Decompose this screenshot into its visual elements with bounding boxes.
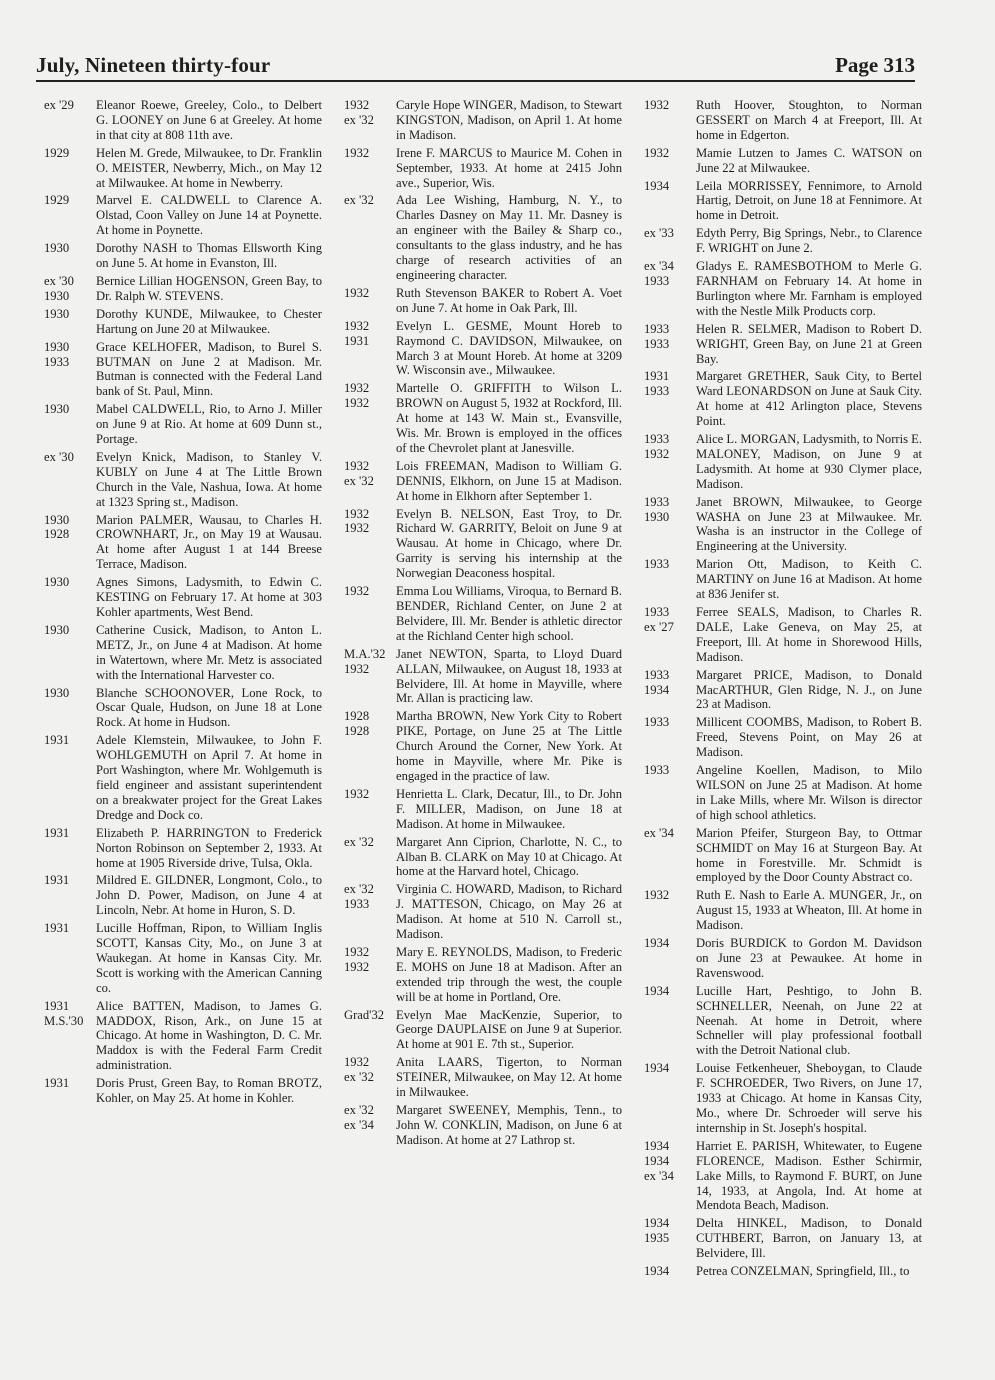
- marriage-entry: [44, 193, 322, 238]
- entry-text: Evelyn Mae MacKenzie, Superior, to George DAUPLAISE on June 9 at Superior. At home at 901 E. 7th st., Superior.: [396, 1007, 622, 1052]
- marriage-entry: [644, 1061, 922, 1136]
- class-year: 1930: [44, 402, 70, 417]
- entry-text: Mary E. REYNOLDS, Madison, to Frederic E. MOHS on June 18 at Madison. After an extended trip through the west, the couple will be at home in Portland, Ore.: [396, 944, 622, 1004]
- class-year: 1933: [644, 715, 670, 730]
- class-year: 1934: [644, 1264, 670, 1279]
- entry-text: Dorothy KUNDE, Milwaukee, to Chester Hartung on June 20 at Milwaukee.: [96, 306, 322, 336]
- marriage-entry: [644, 668, 922, 713]
- marriage-entry: [44, 826, 322, 871]
- marriage-entry: [44, 575, 322, 620]
- marriage-entry: [344, 193, 622, 282]
- entry-text: Marion Ott, Madison, to Keith C. MARTINY on June 16 at Madison. At home at 836 Jenifer st.: [696, 557, 922, 602]
- marriage-entry: [644, 226, 922, 256]
- marriage-entry: [644, 936, 922, 981]
- marriage-entry: [344, 459, 622, 504]
- class-year: 1933: [644, 763, 670, 778]
- entry-text: Millicent COOMBS, Madison, to Robert B. Freed, Stevens Point, on May 26 at Madison.: [696, 715, 922, 760]
- class-year: 1933 1933: [644, 321, 670, 351]
- class-year: 1931: [44, 1076, 70, 1091]
- marriage-entry: [44, 513, 322, 573]
- entry-text: Louise Fetkenheuer, Sheboygan, to Claude F. SCHROEDER, Two Rivers, on June 17, 1933 at Chicago. At home in Kansas City, Mo., where Dr. Schroeder will serve his internship in St. Joseph's hospital.: [696, 1061, 922, 1135]
- entry-text: Ruth E. Nash to Earle A. MUNGER, Jr., on August 15, 1933 at Wheaton, Ill. At home in Madison.: [696, 888, 922, 933]
- class-year: ex '34: [644, 825, 674, 840]
- entry-text: Ruth Stevenson BAKER to Robert A. Voet on June 7. At home in Oak Park, Ill.: [396, 285, 622, 315]
- entry-text: Ada Lee Wishing, Hamburg, N. Y., to Charles Dasney on May 11. Mr. Dasney is an engineer with the Bailey & Sharp co., consultants to the glass industry, and he has charge of research activities of an engineering character.: [396, 193, 622, 282]
- class-year: 1932: [344, 285, 370, 300]
- marriage-entry: [344, 507, 622, 582]
- marriage-entry: [44, 307, 322, 337]
- entry-text: Anita LAARS, Tigerton, to Norman STEINER, Milwaukee, on May 12. At home in Milwaukee.: [396, 1055, 622, 1100]
- class-year: 1934: [644, 983, 670, 998]
- entry-text: Mildred E. GILDNER, Longmont, Colo., to John D. Power, Madison, on June 4 at Lincoln, Nebr. At home in Huron, S. D.: [96, 873, 322, 918]
- class-year: ex '32 1933: [344, 882, 374, 912]
- class-year: 1929: [44, 193, 70, 208]
- class-year: 1929: [44, 145, 70, 160]
- marriage-entry: [644, 179, 922, 224]
- class-year: Grad'32: [344, 1007, 385, 1022]
- marriage-entry: [644, 763, 922, 823]
- entry-text: Ruth Hoover, Stoughton, to Norman GESSERT on March 4 at Freeport, Ill. At home in Edgerton.: [696, 98, 922, 142]
- entry-text: Helen R. SELMER, Madison to Robert D. WRIGHT, Green Bay, on June 21 at Green Bay.: [696, 321, 922, 366]
- entry-text: Edyth Perry, Big Springs, Nebr., to Clarence F. WRIGHT on June 2.: [696, 226, 922, 256]
- entry-text: Mabel CALDWELL, Rio, to Arno J. Miller on June 9 at Rio. At home at 609 Dunn st., Portage.: [96, 402, 322, 447]
- entry-text: Helen M. Grede, Milwaukee, to Dr. Franklin O. MEISTER, Newberry, Mich., on May 12 at Milwaukee. At home in Newberry.: [96, 145, 322, 190]
- marriage-entry: [44, 98, 322, 143]
- marriage-entry: [644, 715, 922, 760]
- class-year: 1928 1928: [344, 709, 370, 739]
- marriage-entry: [344, 882, 622, 942]
- entry-text: Doris Prust, Green Bay, to Roman BROTZ, Kohler, on May 25. At home in Kohler.: [96, 1076, 322, 1106]
- class-year: 1932 1932: [344, 381, 370, 411]
- entry-text: Martelle O. GRIFFITH to Wilson L. BROWN on August 5, 1932 at Rockford, Ill. At home at 143 W. Main st., Evansville, Wis. Mr. Brown is employed in the offices of the Chevrolet plant at Janesville.: [396, 381, 622, 455]
- entry-text: Irene F. MARCUS to Maurice M. Cohen in September, 1933. At home at 2415 John ave., Superior, Wis.: [396, 145, 622, 190]
- entry-text: Lucille Hart, Peshtigo, to John B. SCHNELLER, Neenah, on June 22 at Neenah. At home in Detroit, where Schneller will play professional football with the Detroit National club.: [696, 983, 922, 1058]
- class-year: M.A.'32 1932: [344, 646, 386, 676]
- entry-text: Agnes Simons, Ladysmith, to Edwin C. KESTING on February 17. At home at 303 Kohler apartments, West Bend.: [96, 575, 322, 619]
- entry-text: Dorothy NASH to Thomas Ellsworth King on June 5. At home in Evanston, Ill.: [96, 241, 322, 271]
- marriage-entry: [644, 888, 922, 933]
- class-year: 1931 1933: [644, 369, 670, 399]
- entry-text: Margaret PRICE, Madison, to Donald MacARTHUR, Glen Ridge, N. J., on June 23 at Madison.: [696, 667, 922, 712]
- marriage-entry: [44, 450, 322, 510]
- marriage-entry: [644, 984, 922, 1059]
- marriage-entry: [344, 1103, 622, 1148]
- marriage-entry: [644, 605, 922, 665]
- marriage-entry: [44, 340, 322, 400]
- entry-text: Lois FREEMAN, Madison to William G. DENNIS, Elkhorn, on June 15 at Madison. At home in Elkhorn after September 1.: [396, 458, 622, 503]
- marriage-entry: [644, 1264, 922, 1279]
- marriage-entry: [44, 733, 322, 822]
- class-year: 1931: [44, 825, 70, 840]
- marriage-entry: [644, 146, 922, 176]
- marriage-entry: [44, 274, 322, 304]
- entry-text: Ferree SEALS, Madison, to Charles R. DALE, Lake Geneva, on May 25, at Freeport, Ill. At home in Shorewood Hills, Madison.: [696, 605, 922, 664]
- marriage-entry: [44, 623, 322, 683]
- marriage-entry: [344, 945, 622, 1005]
- class-year: 1934: [644, 936, 670, 951]
- class-year: 1932 1932: [344, 944, 370, 974]
- entry-text: Adele Klemstein, Milwaukee, to John F. WOHLGEMUTH on April 7. At home in Port Washington, where Mr. Wohlgemuth is field engineer and assistant superintendent on a breakwater project for the Great Lakes Dredge and Dock co.: [96, 733, 322, 822]
- marriage-entry: [344, 1055, 622, 1100]
- marriage-entry: [344, 835, 622, 880]
- class-year: ex '32 ex '34: [344, 1103, 374, 1132]
- marriage-entry: [344, 584, 622, 644]
- class-year: 1931 M.S.'30: [44, 998, 84, 1028]
- class-year: 1932 1932: [344, 506, 370, 536]
- class-year: ex '33: [644, 226, 674, 241]
- page-header: [36, 52, 915, 82]
- entry-text: Harriet E. PARISH, Whitewater, to Eugene FLORENCE, Madison. Esther Schirmir, Lake Mills, to Raymond F. BURT, on June 14, 1933, at Angola, Ind. At home at Mendota Beach, Madison.: [696, 1138, 922, 1213]
- class-year: 1930: [44, 575, 70, 590]
- entry-text: Evelyn Knick, Madison, to Stanley V. KUBLY on June 4 at The Little Brown Church in the Vale, Nashua, Iowa. At home at 1323 Spring st., Madison.: [96, 449, 322, 509]
- class-year: 1930: [44, 241, 70, 256]
- entry-text: Grace KELHOFER, Madison, to Burel S. BUTMAN on June 2 at Madison. Mr. Butman is connected with the Federal Land bank of St. Paul, Minn.: [96, 339, 322, 399]
- class-year: ex '29: [44, 98, 74, 112]
- entry-text: Martha BROWN, New York City to Robert PIKE, Portage, on June 25 at The Little Church Around the Corner, New York. At home in Mayville, where Mr. Pike is engaged in the practice of law.: [396, 709, 622, 783]
- entry-text: Mamie Lutzen to James C. WATSON on June 22 at Milwaukee.: [696, 145, 922, 175]
- entry-text: Caryle Hope WINGER, Madison, to Stewart KINGSTON, Madison, on April 1. At home in Madison.: [396, 98, 622, 142]
- marriage-entry: [344, 1008, 622, 1053]
- class-year: 1931: [44, 733, 70, 748]
- class-year: 1932: [644, 888, 670, 903]
- entry-text: Virginia C. HOWARD, Madison, to Richard J. MATTESON, Chicago, on May 26 at Madison. At home at 510 N. Carroll st., Madison.: [396, 882, 622, 942]
- entry-text: Alice L. MORGAN, Ladysmith, to Norris E. MALONEY, Madison, on June 9 at Ladysmith. At home at 930 Clymer place, Madison.: [696, 432, 922, 491]
- entry-text: Delta HINKEL, Madison, to Donald CUTHBERT, Barron, on January 13, at Belvidere, Ill.: [696, 1216, 922, 1261]
- marriage-entry: [644, 322, 922, 367]
- entry-text: Henrietta L. Clark, Decatur, Ill., to Dr. John F. MILLER, Madison, on June 18 at Madison. At home in Milwaukee.: [396, 786, 622, 831]
- class-year: 1932: [344, 584, 370, 599]
- entry-text: Janet NEWTON, Sparta, to Lloyd Duard ALLAN, Milwaukee, on August 18, 1933 at Belvidere, Ill. At home in Mayville, where Mr. Allan is practicing law.: [396, 646, 622, 706]
- class-year: ex '30: [44, 449, 74, 464]
- class-year: 1933 ex '27: [644, 605, 674, 634]
- marriage-entry: [644, 432, 922, 492]
- class-year: 1933 1934: [644, 667, 670, 697]
- entry-text: Eleanor Roewe, Greeley, Colo., to Delbert G. LOONEY on June 6 at Greeley. At home in that city at 808 11th ave.: [96, 98, 322, 142]
- marriage-entry: [44, 921, 322, 996]
- class-year: 1934 1935: [644, 1216, 670, 1246]
- marriage-entry: [644, 495, 922, 555]
- entry-text: Margaret SWEENEY, Memphis, Tenn., to John W. CONKLIN, Madison, on June 6 at Madison. At home at 27 Lathrop st.: [396, 1103, 622, 1147]
- marriage-entry: [644, 259, 922, 319]
- marriage-entry: [44, 873, 322, 918]
- entry-text: Evelyn B. NELSON, East Troy, to Dr. Richard W. GARRITY, Beloit on June 9 at Wausau. At home in Chicago, where Dr. Garrity is serving his internship at the Norwegian Deaconess hospital.: [396, 506, 622, 581]
- class-year: 1931: [44, 873, 70, 888]
- class-year: 1933 1932: [644, 432, 670, 461]
- column-2: [344, 98, 622, 1151]
- entry-text: Margaret Ann Ciprion, Charlotte, N. C., to Alban B. CLARK on May 10 at Chicago. At home at the Harvard hotel, Chicago.: [396, 834, 622, 879]
- marriage-entry: [344, 647, 622, 707]
- class-year: ex '34 1933: [644, 259, 674, 288]
- entry-text: Evelyn L. GESME, Mount Horeb to Raymond C. DAVIDSON, Milwaukee, on March 3 at Mount Horeb. At home at 3209 W. Wisconsin ave., Milwaukee.: [396, 318, 622, 378]
- entry-text: Doris BURDICK to Gordon M. Davidson on June 23 at Pewaukee. At home in Ravenswood.: [696, 936, 922, 980]
- class-year: 1932 ex '32: [344, 98, 374, 127]
- marriage-entry: [644, 98, 922, 143]
- class-year: 1930 1933: [44, 339, 70, 369]
- class-year: ex '30 1930: [44, 273, 74, 303]
- entry-text: Lucille Hoffman, Ripon, to William Inglis SCOTT, Kansas City, Mo., on June 3 at Waukegan. At home in Kansas City. Mr. Scott is working with the American Canning co.: [96, 921, 322, 995]
- column-3: [644, 98, 922, 1282]
- entry-text: Gladys E. RAMESBOTHOM to Merle G. FARNHAM on February 14. At home in Burlington where Mr. Farnham is employed with the Nestle Milk Products corp.: [696, 259, 922, 318]
- marriage-entry: [644, 557, 922, 602]
- entry-text: Marion PALMER, Wausau, to Charles H. CROWNHART, Jr., on May 19 at Wausau. At home after August 1 at 144 Breese Terrace, Madison.: [96, 512, 322, 572]
- class-year: 1932 ex '32: [344, 458, 374, 488]
- class-year: 1933 1930: [644, 494, 670, 524]
- marriage-entry: [344, 381, 622, 456]
- class-year: 1934 1934 ex '34: [644, 1138, 674, 1183]
- marriage-entry: [644, 826, 922, 886]
- marriage-entry: [44, 686, 322, 731]
- marriage-entry: [644, 1216, 922, 1261]
- class-year: 1930: [44, 306, 70, 321]
- marriage-entry: [644, 369, 922, 429]
- marriage-entry: [344, 98, 622, 143]
- entry-text: Blanche SCHOONOVER, Lone Rock, to Oscar Quale, Hudson, on June 18 at Lone Rock. At home in Hudson.: [96, 685, 322, 730]
- class-year: 1930 1928: [44, 512, 70, 542]
- marriage-entry: [44, 999, 322, 1074]
- class-year: 1933: [644, 557, 670, 572]
- marriage-entry: [344, 319, 622, 379]
- marriage-entry: [344, 787, 622, 832]
- marriage-entry: [344, 286, 622, 316]
- entry-text: Emma Lou Williams, Viroqua, to Bernard B. BENDER, Richland Center, on June 2 at Belvidere, Ill. Mr. Bender is athletic director at the Richland Center high school.: [396, 584, 622, 643]
- entry-text: Marvel E. CALDWELL to Clarence A. Olstad, Coon Valley on June 14 at Poynette. At home in Poynette.: [96, 193, 322, 238]
- class-year: ex '32: [344, 834, 374, 849]
- class-year: 1932 1931: [344, 318, 370, 348]
- marriage-entry: [644, 1139, 922, 1214]
- entry-text: Petrea CONZELMAN, Springfield, Ill., to: [696, 1264, 910, 1279]
- entry-text: Catherine Cusick, Madison, to Anton L. METZ, Jr., on June 4 at Madison. At home in Watertown, where Mr. Metz is associated with the International Harvester co.: [96, 622, 322, 682]
- entry-text: Angeline Koellen, Madison, to Milo WILSON on June 25 at Madison. At home in Lake Mills, where Mr. Wilson is director of high school athletics.: [696, 763, 922, 822]
- class-year: 1934: [644, 178, 670, 193]
- class-year: 1931: [44, 921, 70, 936]
- running-title: July, Nineteen thirty-four: [36, 53, 271, 77]
- entry-text: Elizabeth P. HARRINGTON to Frederick Norton Robinson on September 2, 1933. At home at 1905 Riverside drive, Tulsa, Okla.: [96, 825, 322, 870]
- class-year: 1932: [644, 145, 670, 160]
- page-number: Page 313: [835, 53, 915, 77]
- column-1: [44, 98, 322, 1109]
- marriage-entry: [44, 402, 322, 447]
- class-year: 1930: [44, 685, 70, 700]
- entry-text: Leila MORRISSEY, Fennimore, to Arnold Hartig, Detroit, on June 18 at Fennimore. At home in Detroit.: [696, 178, 922, 223]
- class-year: 1932: [344, 786, 370, 801]
- marriage-entry: [44, 146, 322, 191]
- marriage-entry: [344, 146, 622, 191]
- class-year: ex '32: [344, 193, 374, 208]
- marriage-entry: [44, 1076, 322, 1106]
- class-year: 1934: [644, 1061, 670, 1076]
- entry-text: Bernice Lillian HOGENSON, Green Bay, to Dr. Ralph W. STEVENS.: [96, 273, 322, 303]
- entry-text: Margaret GRETHER, Sauk City, to Bertel Ward LEONARDSON on June at Sauk City. At home at 412 Arlington place, Stevens Point.: [696, 369, 922, 429]
- class-year: 1932 ex '32: [344, 1055, 374, 1085]
- entry-text: Alice BATTEN, Madison, to James G. MADDOX, Rison, Ark., on June 15 at Chicago. At home in Washington, D. C. Mr. Maddox is with the Federal Farm Credit administration.: [96, 998, 322, 1073]
- marriage-entry: [344, 709, 622, 784]
- class-year: 1930: [44, 622, 70, 637]
- marriage-entry: [44, 241, 322, 271]
- class-year: 1932: [644, 98, 670, 112]
- entry-text: Janet BROWN, Milwaukee, to George WASHA on June 23 at Milwaukee. Mr. Washa is an instructor in the College of Engineering at the University.: [696, 494, 922, 554]
- entry-text: Marion Pfeifer, Sturgeon Bay, to Ottmar SCHMIDT on May 16 at Sturgeon Bay. At home in Forestville. Mr. Schmidt is employed by the Door County Abstract co.: [696, 825, 922, 885]
- class-year: 1932: [344, 145, 370, 160]
